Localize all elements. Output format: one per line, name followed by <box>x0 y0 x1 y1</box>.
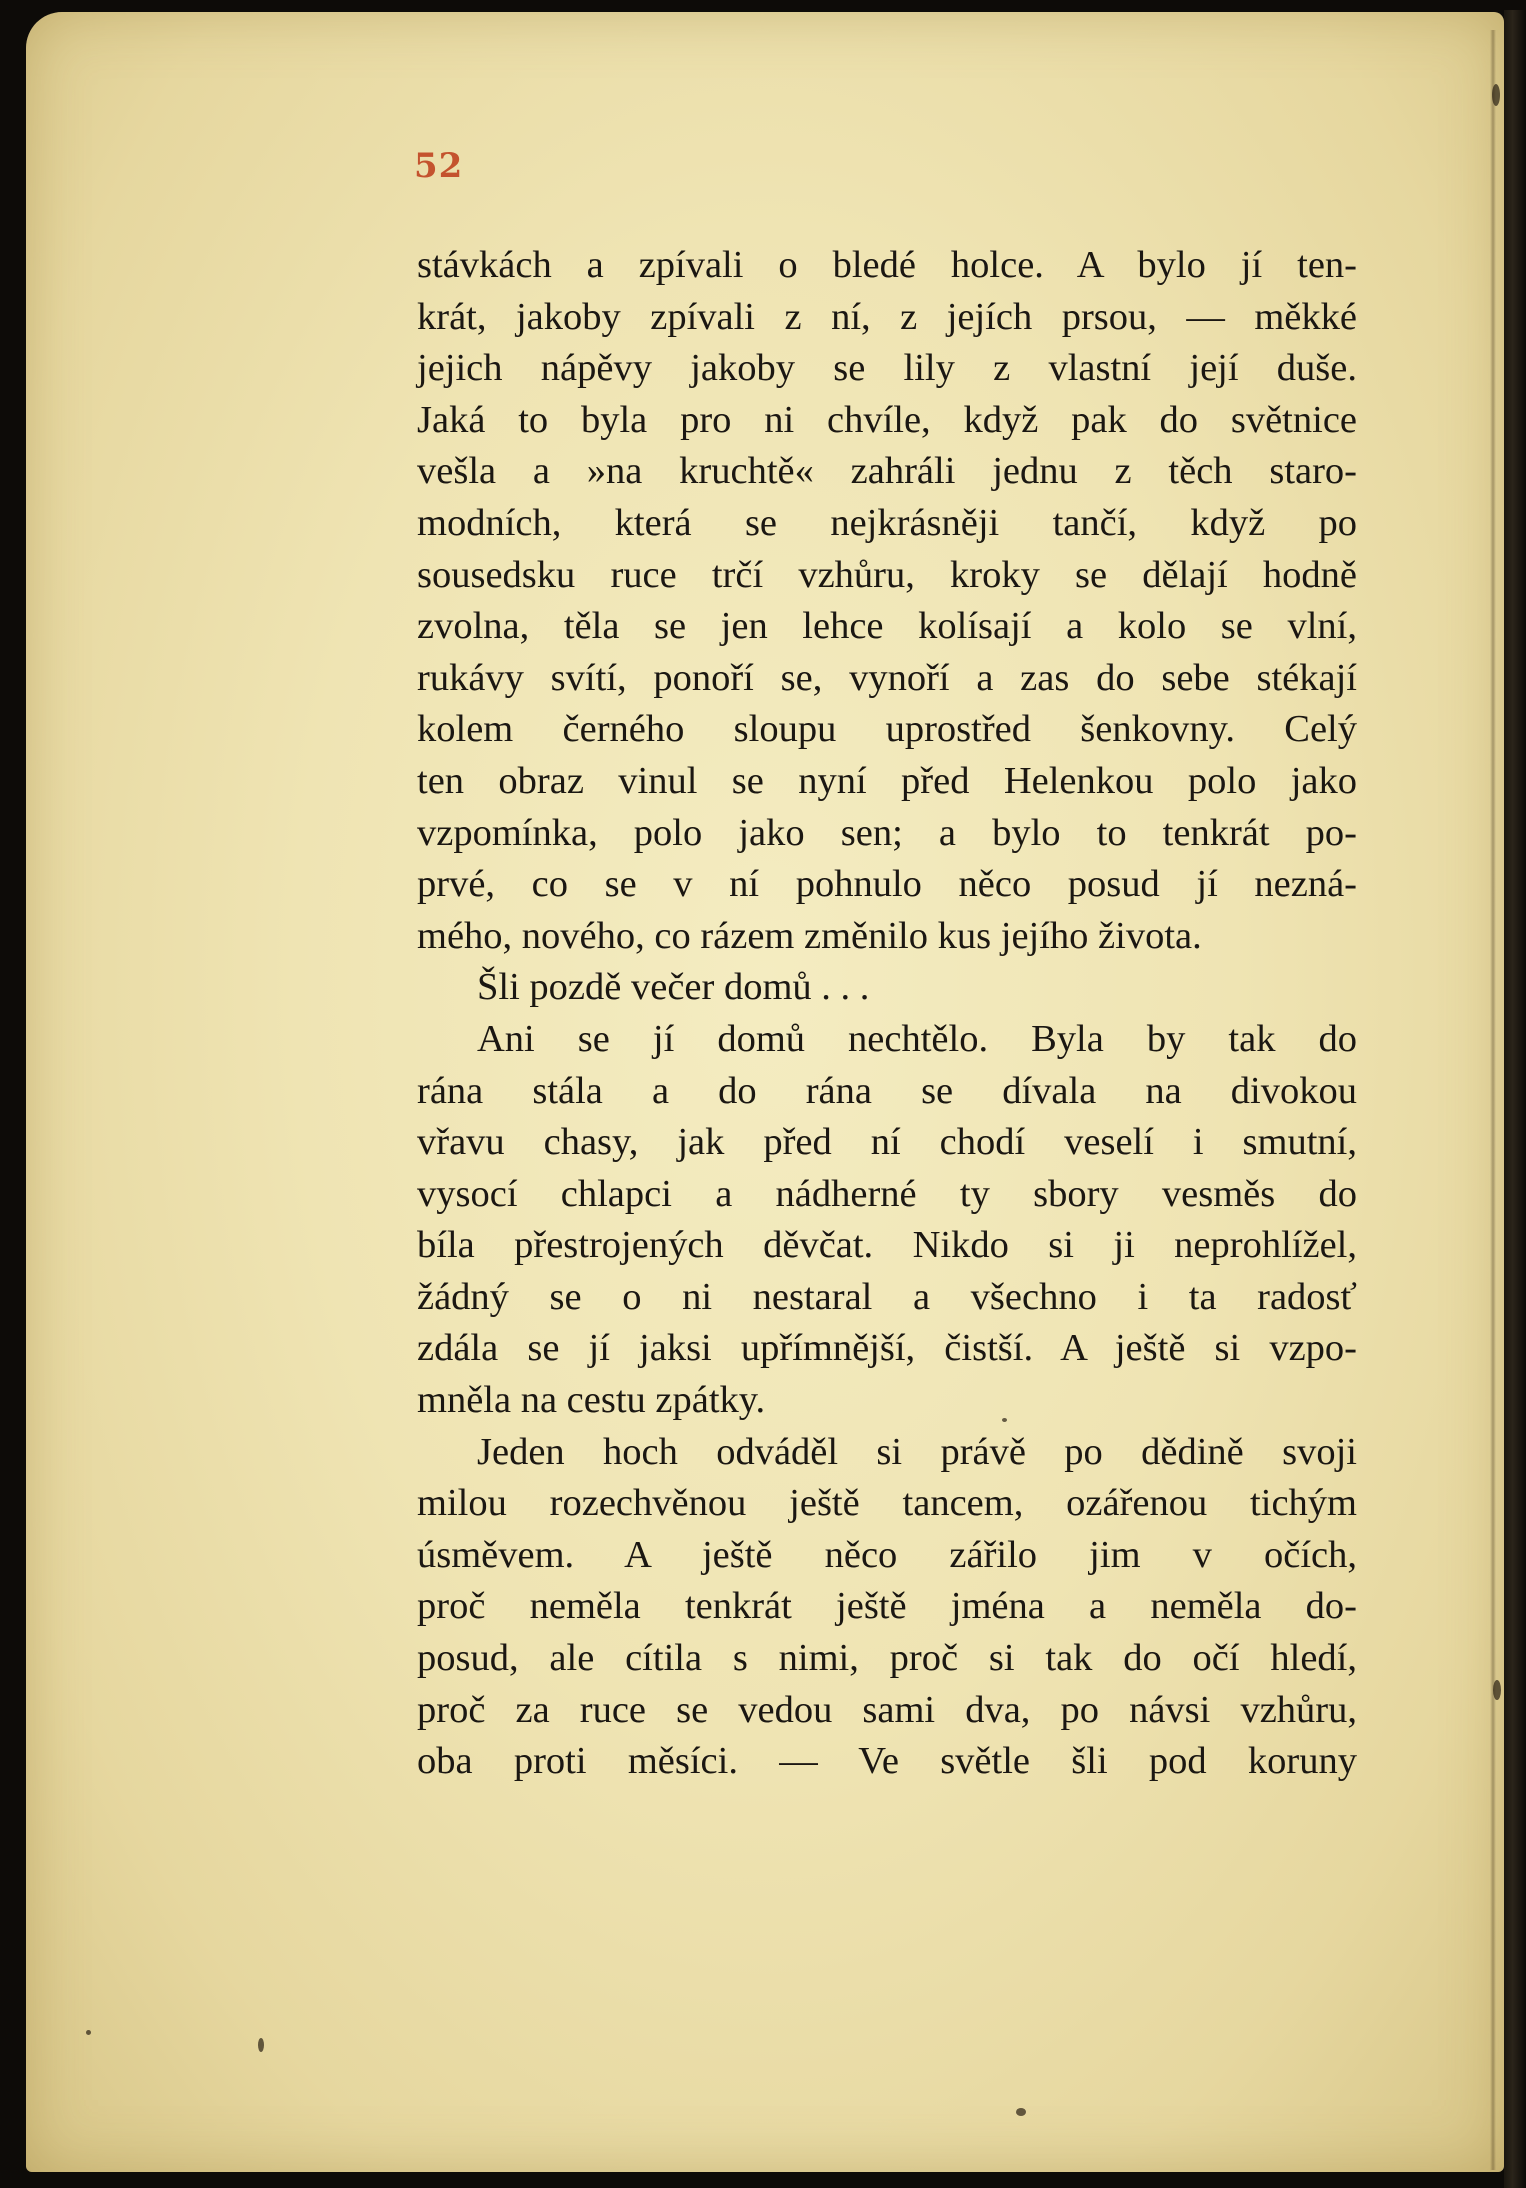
text-line: proč neměla tenkrát ještě jména a neměla do- <box>417 1585 1357 1628</box>
text-line: milou rozechvěnou ještě tancem, ozářenou tichým <box>417 1482 1357 1525</box>
text-line: vřavu chasy, jak před ní chodí veselí i smutní, <box>417 1121 1357 1164</box>
text-line: modních, která se nejkrásněji tančí, když po <box>417 501 1357 544</box>
text-line: Jaká to byla pro ni chvíle, když pak do světnice <box>417 398 1357 441</box>
text-line: Šli pozdě večer domů . . . <box>477 966 870 1009</box>
paper-speck <box>258 2038 264 2052</box>
text-line: sousedsku ruce trčí vzhůru, kroky se dělají hodně <box>417 553 1357 596</box>
text-line: vzpomínka, polo jako sen; a bylo to tenkrát po- <box>417 811 1357 854</box>
text-line: posud, ale cítila s nimi, proč si tak do očí hledí, <box>417 1637 1357 1680</box>
text-line: ten obraz vinul se nyní před Helenkou polo jako <box>417 759 1357 802</box>
text-line: zdála se jí jaksi upřímnější, čistší. A ještě si vzpo- <box>417 1327 1357 1370</box>
text-line: mněla na cestu zpátky. <box>417 1379 766 1422</box>
paper-speck <box>1016 2108 1026 2116</box>
text-line: zvolna, těla se jen lehce kolísají a kolo se vlní, <box>417 605 1357 648</box>
book-edge <box>1504 10 1526 2188</box>
text-line: vysocí chlapci a nádherné ty sbory vesměs do <box>417 1172 1357 1215</box>
text-line: žádný se o ni nestaral a všechno i ta radosť <box>417 1275 1357 1318</box>
text-line: jejich nápěvy jakoby se lily z vlastní její duše. <box>417 347 1357 390</box>
paper-speck <box>86 2030 91 2035</box>
text-line: vešla a »na kruchtě« zahráli jednu z těch staro- <box>417 450 1357 493</box>
text-line: rukávy svítí, ponoří se, vynoří a zas do sebe stékají <box>417 656 1357 699</box>
text-line: Ani se jí domů nechtělo. Byla by tak do <box>477 1017 1357 1060</box>
page-gutter-shadow <box>1490 30 1496 2170</box>
text-line: kolem černého sloupu uprostřed šenkovny. Celý <box>417 708 1357 751</box>
text-line: proč za ruce se vedou sami dva, po návsi vzhůru, <box>417 1688 1357 1731</box>
text-line: mého, nového, co rázem změnilo kus jejího života. <box>417 914 1202 957</box>
text-line: rána stála a do rána se dívala na divokou <box>417 1069 1357 1112</box>
text-line: Jeden hoch odváděl si právě po dědině svoji <box>477 1430 1357 1473</box>
text-line: bíla přestrojených děvčat. Nikdo si ji neprohlížel, <box>417 1224 1357 1267</box>
paper-speck <box>1492 84 1500 106</box>
page-number: 52 <box>414 146 464 186</box>
text-line: prvé, co se v ní pohnulo něco posud jí nezná- <box>417 863 1357 906</box>
text-line: krát, jakoby zpívali z ní, z jejích prsou, — měkké <box>417 295 1357 338</box>
text-line: oba proti měsíci. — Ve světle šli pod koruny <box>417 1740 1357 1783</box>
text-line: úsměvem. A ještě něco zářilo jim v očích, <box>417 1533 1357 1576</box>
text-line: stávkách a zpívali o bledé holce. A bylo jí ten- <box>417 244 1357 286</box>
body-text <box>417 240 1357 1788</box>
paper-speck <box>1493 1680 1501 1700</box>
